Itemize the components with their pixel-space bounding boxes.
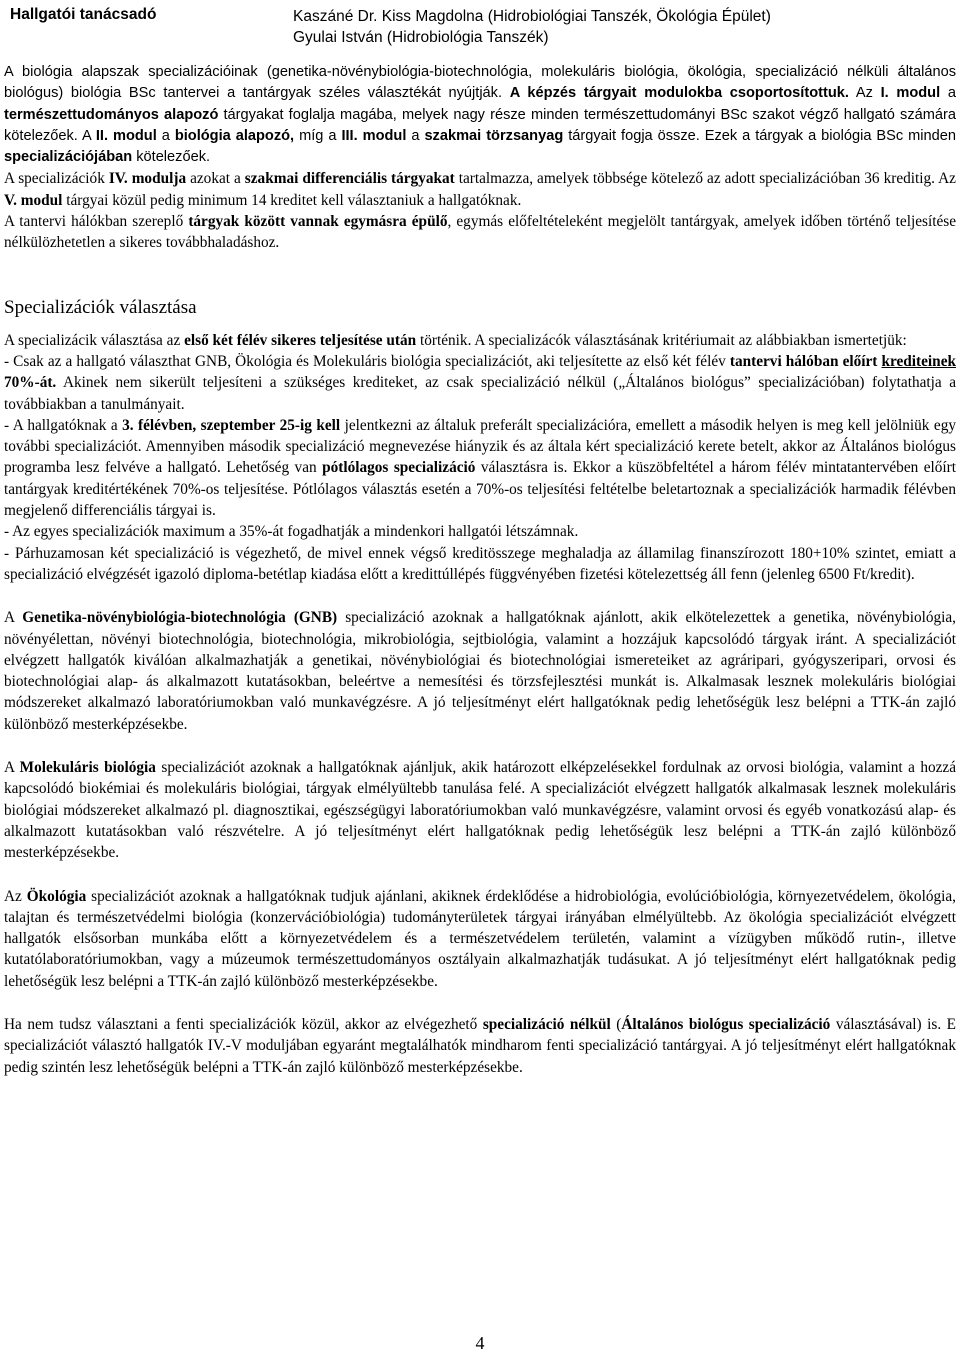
page-header	[4, 4, 956, 48]
spacer	[4, 864, 956, 886]
header-advisor-names	[293, 6, 771, 48]
section-rule-4: - Párhuzamosan két specializáció is végezhető, de mivel ennek végső kreditösszege meghaladja az államilag finanszírozott 180+10% szintet, emiatt a specializáció elvégzését igazoló diploma-betétlap kiadása előtt a kredittúllépés függvényében fizetési kötelezettség áll fenn (jelenleg 6500 Ft/kredit).	[4, 544, 956, 583]
section-paragraph-1: A specializácik választása az első két félév sikeres teljesítése után történik. A specializácók választásának kritériumait az alábbiakban ismertetjük:	[4, 331, 907, 349]
section-rule-3: - Az egyes specializációk maximum a 35%-át fogadhatják a mindenkori hallgatói létszámnak.	[4, 523, 579, 541]
intro-paragraph-2: A specializációk IV. modulja azokat a szakmai differenciális tárgyakat tartalmazza, amelyek többsége kötelező az adott specializációban 36 kreditig. Az V. modul tárgyai közül pedig minimum 14 kreditet kell választaniuk a hallgatóknak.	[4, 170, 956, 209]
section-rule-1: - Csak az a hallgató választhat GNB, Ökológia és Molekuláris biológia specializációt, aki teljesítette az első két félév tantervi hálóban előírt krediteinek 70%-át. Akinek nem sikerült teljesíteni a szükséges krediteket, az csak specializáció nélkül („Általános biológus” specializációban) folytathatja a továbbiakban a tanulmányait.	[4, 352, 956, 413]
header-advisor-line-2: Gyulai István (Hidrobiológia Tanszék)	[293, 29, 549, 46]
spacer	[4, 992, 956, 1014]
section-title: Specializációk választása	[4, 296, 197, 318]
molecular-biology-paragraph: A Molekuláris biológia specializációt azoknak a hallgatóknak ajánljuk, akik határozott elképzelésekkel fordulnak az orvosi biológia, valamint a hozzá kapcsolódó biokémiai és molekuláris biológiai, tárgyak elmélyültebb tanulása felé. A specializációt elvégzett hallgatók alkalmasak lesznek molekuláris biológiai módszereket alkalmazó pl. diagnosztikai, egészségügyi laboratóriumokban való munkavégzésre, valamint orvosi és egyéb vonatkozású alap- és alkalmazott kutatásokban való részvételre. A jó teljesítményt elért hallgatóknak pedig lehetőségük lesz belépni a TTK-án zajló különböző mesterképzésekbe.	[4, 759, 956, 862]
ecology-paragraph: Az Ökológia specializációt azoknak a hallgatóknak tudjuk ajánlani, akiknek érdeklődése a hidrobiológia, evolúcióbiológia, környezetvédelem, ökológia, talajtan és természetvédelmi biológia (konzervációbiológia) tudományterületek tárgyai irányában elmélyültebb. Az ökológia specializációt elvégzett hallgatók elsősorban munkába előtt a környezetvédelem és a természetvédelem területén, valamint a vízügyben működő rutin-, illetve kutatólaboratóriumokban, vagy a múzeumok természettudományos osztályain alkalmazhatják tudásukat. A jó teljesítményt elért hallgatóknak pedig lehetőségük lesz belépni a TTK-án zajló különböző mesterképzésekbe.	[4, 887, 956, 990]
section-rule-2: - A hallgatóknak a 3. félévben, szeptember 25-ig kell jelentkezni az általuk preferált specializációra, emellett a második helyen is meg kell jelölniük egy további specializációt. Amennyiben második specializáció megnevezése hiányzik és az általa kért specializáció kerete betelt, akkor az Általános biológus programba lesz felvéve a hallgató. Lehetőség van pótlólagos specializáció választásra is. Ekkor a küszöbfeltétel a három félév mintatantervében előírt tantárgyak kreditértékének 70%-os teljesítése. Pótlólagos választás esetén a 70%-os teljesítési feltételbe beletartoznak a specializációk harmadik félévben megjelenő differenciális tárgyai is.	[4, 416, 956, 520]
spacer	[4, 585, 956, 607]
intro-paragraph-1: A biológia alapszak specializációinak (genetika-növénybiológia-biotechnológia, molekuláris biológia, ökológia, specializáció nélküli általános biológus) biológia BSc tantervei a tantárgyak széles választékát nyújtják. A képzés tárgyait modulokba csoportosítottuk. Az I. modul a természettudományos alapozó tárgyakat foglalja magába, melyek nagy része minden természettudományi BSc szakot végző hallgató számára kötelezőek. A II. modul a biológia alapozó, míg a III. modul a szakmai törzsanyag tárgyait fogja össze. Ezek a tárgyak a biológia BSc minden specializációjában kötelezőek.	[4, 64, 956, 166]
spacer	[4, 735, 956, 757]
intro-paragraph-3: A tantervi hálókban szereplő tárgyak között vannak egymásra épülő, egymás előfeltételeként megjelölt tantárgyak, amelyek időben történő teljesítése nélkülözhetetlen a sikeres továbbhaladáshoz.	[4, 213, 956, 252]
gnb-paragraph: A Genetika-növénybiológia-biotechnológia (GNB) specializáció azoknak a hallgatóknak ajánlott, akik elkötelezettek a genetika, növénybiológia, növényélettan, növényi biotechnológia, biotechnológia, mikrobiológia, sejtbiológia, valamint a hozzájuk kapcsolódó tárgyak iránt. A specializációt elvégzett hallgatók kiválóan alkalmazhatják a genetikai, növénybiológiai és biotechnológiai ismereteiket az agráripari, gyógyszeripari, orvosi és biotechnológiai alap- ás alkalmazott kutatásokban, beleértve a nemesítési és törzsfejlesztési munkát is. Alkalmasak lesznek molekuláris biológiai módszereket alkalmazó laboratóriumokban való munkavégzésre. A jó teljesítményt elért hallgatóknak pedig lehetőségük lesz belépni a TTK-án zajló különböző mesterképzésekbe.	[4, 609, 957, 733]
page-number: 4	[475, 1333, 485, 1353]
header-advisor-line-1: Kaszáné Dr. Kiss Magdolna (Hidrobiológiai Tanszék, Ökológia Épület)	[293, 8, 771, 25]
document-body	[4, 62, 956, 1078]
general-biologist-paragraph: Ha nem tudsz választani a fenti specializációk közül, akkor az elvégezhető specializáció nélkül (Általános biológus specializáció választásával) is. E specializációt választó hallgatók IV.-V moduljában egyaránt megtalálhatók mindharom fenti specializáció tantárgyai. A jó teljesítményt elért hallgatóknak pedig szintén lesz lehetőségük belépni a TTK-án zajló különböző mesterképzésekbe.	[4, 1015, 956, 1076]
header-advisor-label: Hallgatói tanácsadó	[10, 6, 157, 23]
